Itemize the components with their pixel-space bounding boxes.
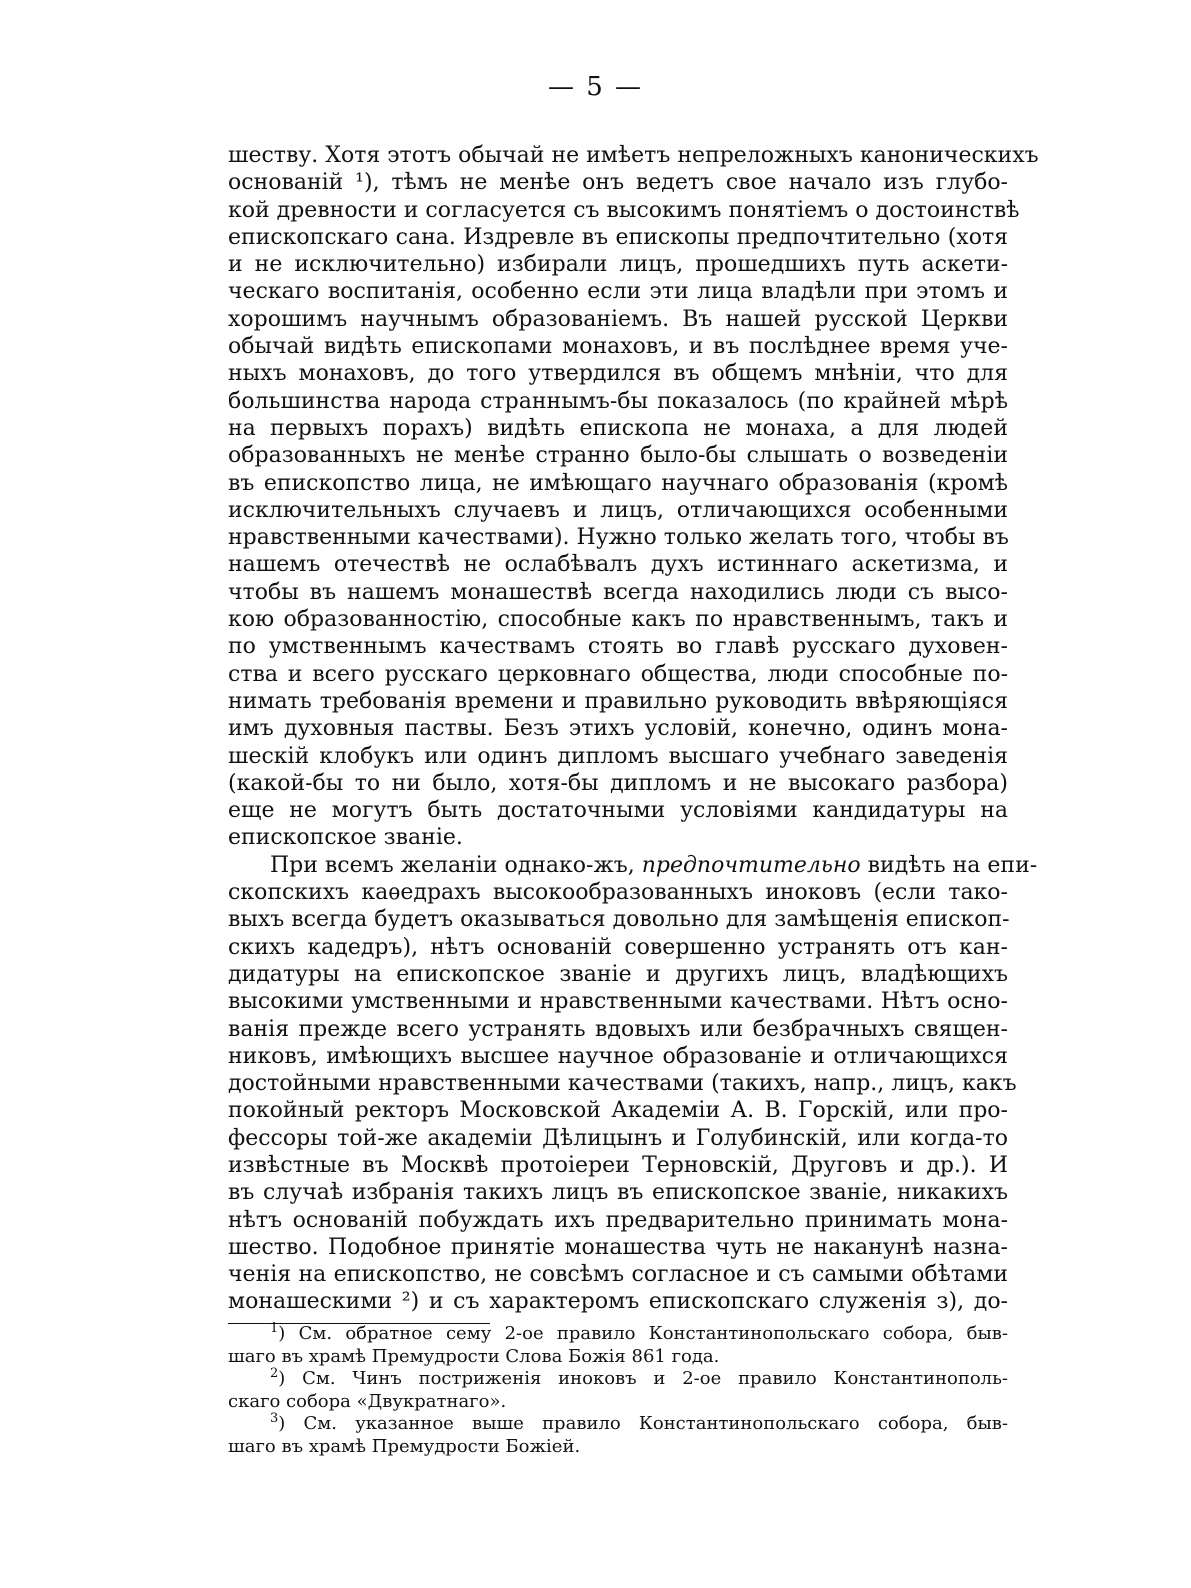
footnote-line: скаго собора «Двукратнаго». [228,1390,507,1412]
text-line: ченія на епископство, не совсѣмъ согласное и съ самыми обѣтами [228,1262,1008,1288]
text-line: покойный ректоръ Московской Академіи А. В. Горскій, или про- [228,1098,1008,1124]
emphasized-word: предпочтительно [641,852,861,878]
text-line: и не исключительно) избирали лицъ, прошедшихъ путь аскети- [228,252,1008,278]
text-line: никовъ, имѣющихъ высшее научное образованіе и отличающихся [228,1043,1008,1069]
text-line: большинства народа страннымъ-бы показалось (по крайней мѣрѣ [228,388,1008,414]
text-line: извѣстные въ Москвѣ протоіереи Терновскій, Друговъ и др.). И [228,1152,1008,1178]
text-line: фессоры той-же академіи Дѣлицынъ и Голубинскій, или когда-то [228,1125,1008,1151]
footnote-3 [228,1413,1008,1458]
text-line: высокими умственными и нравственными качествами. Нѣтъ осно- [228,989,1008,1015]
text-line: нравственными качествами). Нужно только желать того, чтобы въ [228,525,1009,551]
text-line: хорошимъ научнымъ образованіемъ. Въ нашей русской Церкви [228,306,1008,332]
main-text [228,142,1039,1316]
text-line: шескій клобукъ или одинъ дипломъ высшаго учебнаго заведенія [228,743,1008,769]
text-segment: При всемъ желаніи однако-жъ, [270,852,635,878]
text-line: на первыхъ порахъ) видѣть епископа не монаха, а для людей [228,415,1008,441]
text-line: епископское званіе. [228,825,463,851]
footnote-2 [228,1368,1008,1413]
footnote-line: шаго въ храмѣ Премудрости Слова Божія 861 года. [228,1345,720,1367]
text-line: ныхъ монаховъ, до того утвердился въ общемъ мнѣніи, что для [228,361,1008,387]
page-number: — 5 — [547,72,644,102]
text-line: нашемъ отечествѣ не ослабѣвалъ духъ истиннаго аскетизма, и [228,552,1008,578]
footnote-1 [228,1323,1008,1368]
text-line: еще не могутъ быть достаточными условіями кандидатуры на [228,798,1008,824]
footnote-marker: 2 [270,1366,279,1381]
text-line: образованныхъ не менѣе странно было-бы слышать о возведеніи [228,443,1008,469]
footnote-marker: 3 [270,1411,279,1426]
text-line: имъ духовныя паствы. Безъ этихъ условій, конечно, одинъ мона- [228,716,1008,742]
text-line: исключительныхъ случаевъ и лицъ, отличающихся особенными [228,497,1008,523]
footnote-text: ) См. Чинъ постриженія иноковъ и 2-ое правило Константинополь- [278,1368,1008,1389]
footnotes [228,1323,1008,1458]
text-line: нимать требованія времени и правильно руководить ввѣряющіяся [228,688,1008,714]
text-line: епископскаго сана. Издревле въ епископы предпочтительно (хотя [228,224,1008,250]
text-line: шеству. Хотя этотъ обычай не имѣетъ непреложныхъ каноническихъ [228,143,1039,168]
text-segment: видѣть на епи- [867,852,1038,878]
text-line: кою образованностію, способные какъ по нравственнымъ, такъ и [228,607,1008,633]
text-line: дидатуры на епископское званіе и другихъ лицъ, владѣющихъ [228,961,1008,987]
text-line: нѣтъ основаній побуждать ихъ предварительно принимать мона- [228,1207,1008,1233]
text-line: монашескими ²) и съ характеромъ епископскаго служенія з), до- [228,1289,1008,1315]
text-line: выхъ всегда будетъ оказываться довольно для замѣщенія епископ- [228,907,1010,933]
footnote-line: шаго въ храмѣ Премудрости Божіей. [228,1435,581,1457]
text-line: основаній ¹), тѣмъ не менѣе онъ ведетъ свое начало изъ глубо- [228,170,1008,196]
text-line: достойными нравственными качествами (такихъ, напр., лицъ, какъ [228,1071,1017,1097]
footnote-text: ) См. указанное выше правило Константинопольскаго собора, быв- [278,1413,1008,1434]
footnote-line [228,1413,1008,1436]
footnote-line [228,1323,1008,1346]
text-line: кой древности и согласуется съ высокимъ понятіемъ о достоинствѣ [228,197,1020,223]
paragraph-first-line [228,852,1038,879]
text-line: по умственнымъ качествамъ стоять во главѣ русскаго духовен- [228,634,1008,660]
text-line: ческаго воспитанія, особенно если эти лица владѣли при этомъ и [228,279,1008,305]
text-line: (какой-бы то ни было, хотя-бы дипломъ и не высокаго разбора) [228,770,1008,796]
footnote-line [228,1368,1008,1391]
footnote-text: ) См. обратное сему 2-ое правило Константинопольскаго собора, быв- [278,1323,1008,1344]
text-line: ванія прежде всего устранять вдовыхъ или безбрачныхъ священ- [228,1016,1008,1042]
text-line: въ епископство лица, не имѣющаго научнаго образованія (кромѣ [228,470,1008,496]
text-line: обычай видѣть епископами монаховъ, и въ послѣднее время уче- [228,334,1008,360]
text-line: скихъ кадедръ), нѣтъ основаній совершенно устранять отъ кан- [228,934,1008,960]
text-line: въ случаѣ избранія такихъ лицъ въ епископское званіе, никакихъ [228,1180,1008,1206]
text-line: ства и всего русскаго церковнаго общества, люди способные по- [228,661,1008,687]
text-line: шество. Подобное принятіе монашества чуть не наканунѣ назна- [228,1234,1008,1260]
footnote-marker: 1 [270,1321,279,1336]
text-line: чтобы въ нашемъ монашествѣ всегда находились люди съ высо- [228,579,1008,605]
text-line: скопскихъ каѳедрахъ высокообразованныхъ иноковъ (если тако- [228,880,1008,906]
